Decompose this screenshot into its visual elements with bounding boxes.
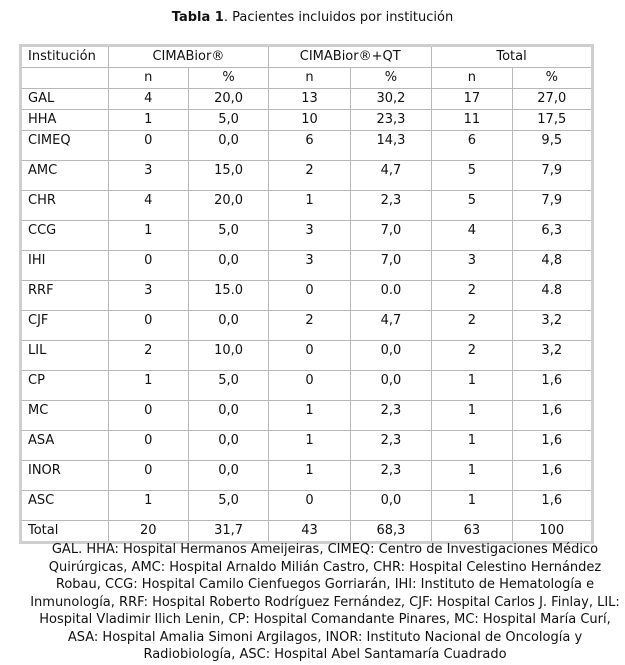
table-row [21,110,593,131]
table-cell: 4,7 [350,311,431,341]
table-cell: 0 [269,371,350,401]
subheader-cell: % [188,68,268,89]
table-cell: 17 [432,89,512,110]
table-cell: 43 [269,521,350,543]
subheader-cell: n [432,68,512,89]
table-caption-text: . Pacientes incluidos por institución [223,10,454,25]
table-cell: 0 [108,461,188,491]
table-row [21,161,593,191]
table-cell: 5,0 [188,110,268,131]
subheader-cell: % [350,68,431,89]
table-cell: 10,0 [188,341,268,371]
table-cell: 5,0 [188,371,268,401]
table-cell: 1 [432,431,512,461]
table-cell: 2 [269,311,350,341]
subheader-row [21,68,593,89]
table-cell: 2 [432,311,512,341]
header-cimabior: CIMABior® [108,46,269,68]
table-cell: 5,0 [188,221,268,251]
table-cell: 7,0 [350,251,431,281]
table-cell: 0,0 [188,461,268,491]
table-cell: 1 [432,461,512,491]
footnote: GAL. HHA: Hospital Hermanos Ameijeiras, CIMEQ: Centro de Investigaciones Médico Quirúrgicas, AMC: Hospital Arnaldo Milián Castro, CHR: Hospital Celestino Hernández Robau, CCG: Hospital Camilo Cienfuegos Gorriarán, IHI: Instituto de Hematología e Inmunología, RRF: Hospital Roberto Rodríguez Fernández, CJF: Hospital Carlos J. Finlay, LIL: Hospital Vladimir Ilich Lenin, CP: Hospital Comandante Pinares, MC: Hospital María Curí, ASA: Hospital Amalia Simoni Argilagos, INOR: Instituto Nacional de Oncología y Radiobiología, ASC: Hospital Abel Santamaría Cuadrado [30,542,620,662]
row-institution: CP [21,371,109,401]
table-caption-label: Tabla 1 [171,10,224,25]
table-cell: 31,7 [188,521,268,543]
table-row [21,311,593,341]
table-cell: 0,0 [350,491,431,521]
table-cell: 1 [269,431,350,461]
table-cell: 9,5 [512,131,592,161]
row-institution: INOR [21,461,109,491]
table-cell: 2,3 [350,431,431,461]
table-cell: 1 [432,491,512,521]
table-cell: 1,6 [512,431,592,461]
table-cell: 4.8 [512,281,592,311]
row-institution: MC [21,401,109,431]
table-cell: 2,3 [350,401,431,431]
patients-table [19,44,594,544]
table-cell: 1 [432,371,512,401]
table-cell: 0 [108,401,188,431]
table-cell: 15.0 [188,281,268,311]
table-cell: 15,0 [188,161,268,191]
table-row [21,221,593,251]
table-cell: 5,0 [188,491,268,521]
table-cell: 1 [108,221,188,251]
table-cell: 1 [269,461,350,491]
table-row [21,461,593,491]
table-caption [0,10,625,25]
table-cell: 2,3 [350,191,431,221]
table-cell: 17,5 [512,110,592,131]
table-cell: 14,3 [350,131,431,161]
table-row [21,131,593,161]
row-institution: Total [21,521,109,543]
header-row [21,46,593,68]
table-cell: 0 [108,311,188,341]
table-cell: 0,0 [188,431,268,461]
table-row [21,401,593,431]
table-cell: 1 [269,401,350,431]
subheader-empty [21,68,109,89]
subheader-cell: n [108,68,188,89]
table-cell: 4,8 [512,251,592,281]
table-cell: 7,0 [350,221,431,251]
header-cimabior-qt: CIMABior®+QT [269,46,432,68]
subheader-cell: n [269,68,350,89]
table-cell: 27,0 [512,89,592,110]
table-row [21,281,593,311]
table-cell: 30,2 [350,89,431,110]
table-cell: 0 [108,131,188,161]
table-cell: 3 [108,281,188,311]
table-cell: 1 [432,401,512,431]
row-institution: IHI [21,251,109,281]
table-cell: 7,9 [512,191,592,221]
table-cell: 0 [108,431,188,461]
table-cell: 6 [269,131,350,161]
table-cell: 10 [269,110,350,131]
table-cell: 2 [432,341,512,371]
table-cell: 3 [432,251,512,281]
row-institution: RRF [21,281,109,311]
table-cell: 3 [269,221,350,251]
table-cell: 68,3 [350,521,431,543]
table-cell: 0 [269,341,350,371]
table-row [21,89,593,110]
table-cell: 0,0 [188,251,268,281]
table-cell: 1 [108,491,188,521]
row-institution: CJF [21,311,109,341]
table-cell: 0,0 [188,311,268,341]
row-institution: CCG [21,221,109,251]
row-institution: LIL [21,341,109,371]
row-institution: ASC [21,491,109,521]
table-cell: 6 [432,131,512,161]
table-cell: 6,3 [512,221,592,251]
header-total: Total [432,46,593,68]
table-cell: 2 [269,161,350,191]
table-cell: 4 [108,89,188,110]
subheader-cell: % [512,68,592,89]
table-cell: 3 [108,161,188,191]
table-row [21,431,593,461]
table-cell: 0,0 [188,401,268,431]
table-cell: 3,2 [512,341,592,371]
table-row [21,251,593,281]
table-cell: 0 [269,491,350,521]
table-cell: 7,9 [512,161,592,191]
table-cell: 1,6 [512,461,592,491]
table-cell: 2 [432,281,512,311]
table-cell: 20 [108,521,188,543]
table-cell: 0 [108,251,188,281]
table-cell: 2 [108,341,188,371]
table-cell: 1,6 [512,371,592,401]
table-cell: 23,3 [350,110,431,131]
table-cell: 3,2 [512,311,592,341]
row-institution: CHR [21,191,109,221]
table-cell: 1,6 [512,401,592,431]
table-cell: 1 [269,191,350,221]
row-institution: AMC [21,161,109,191]
table-row [21,521,593,543]
row-institution: CIMEQ [21,131,109,161]
table-row [21,341,593,371]
table-cell: 13 [269,89,350,110]
row-institution: ASA [21,431,109,461]
table-cell: 1,6 [512,491,592,521]
table-row [21,371,593,401]
table-cell: 4 [108,191,188,221]
table-cell: 5 [432,161,512,191]
table-cell: 20,0 [188,89,268,110]
table-cell: 2,3 [350,461,431,491]
table-cell: 4 [432,221,512,251]
table-cell: 0,0 [188,131,268,161]
header-institution: Institución [21,46,109,68]
table-row [21,491,593,521]
row-institution: GAL [21,89,109,110]
table-cell: 0,0 [350,341,431,371]
table-cell: 20,0 [188,191,268,221]
table-cell: 100 [512,521,592,543]
table-cell: 0 [269,281,350,311]
table-cell: 0,0 [350,371,431,401]
table-cell: 1 [108,110,188,131]
table-cell: 1 [108,371,188,401]
row-institution: HHA [21,110,109,131]
table-cell: 5 [432,191,512,221]
table-cell: 63 [432,521,512,543]
table-row [21,191,593,221]
table-cell: 4,7 [350,161,431,191]
table-cell: 3 [269,251,350,281]
table-cell: 11 [432,110,512,131]
table-cell: 0.0 [350,281,431,311]
